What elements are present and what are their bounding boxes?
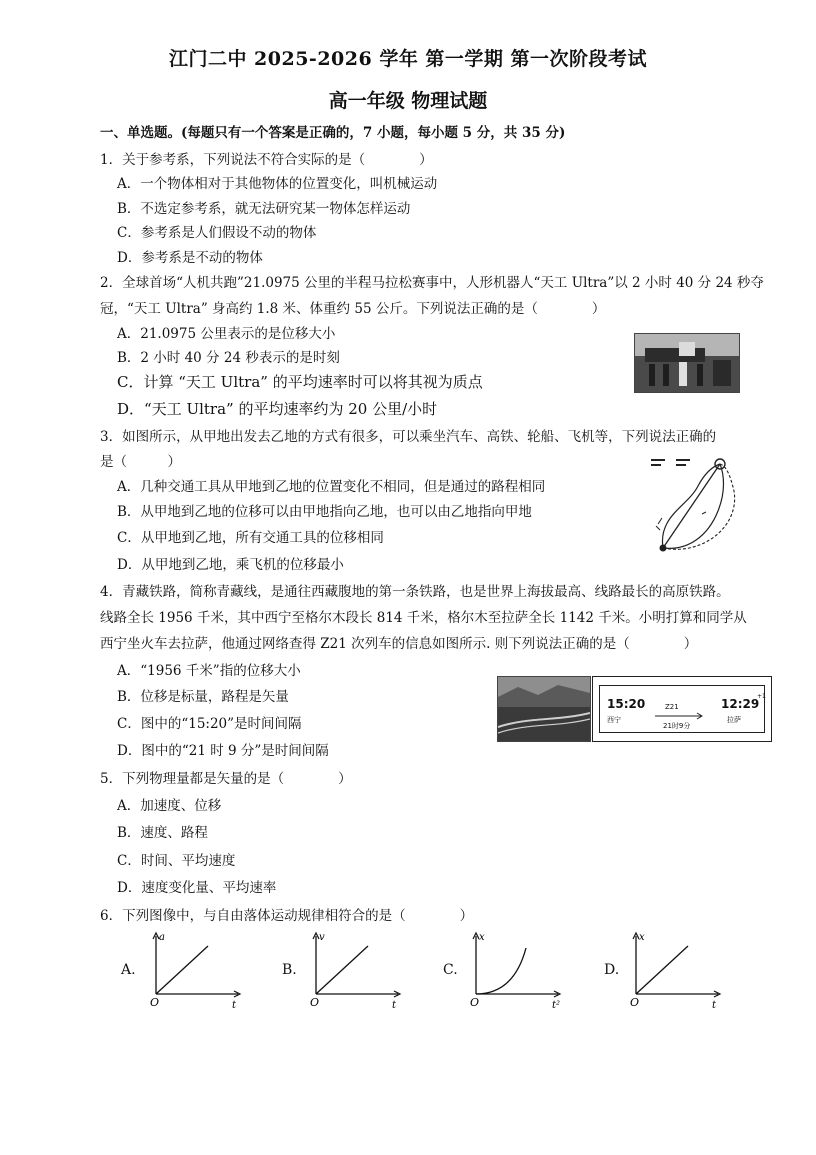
question-5-stem: 5．下列物理量都是矢量的是（ ） [100, 771, 352, 787]
graph-d-origin: O [630, 996, 640, 1009]
question-2-option-a: A．21.0975 公里表示的是位移大小 [117, 326, 336, 342]
question-4-option-d: D．图中的“21 时 9 分”是时间间隔 [117, 743, 329, 759]
graph-c-y-label: x [479, 932, 485, 943]
graph-a-origin: O [150, 996, 160, 1009]
question-3-option-c: C．从甲地到乙地，所有交通工具的位移相同 [117, 530, 384, 546]
graph-c-x-label: t² [552, 1000, 561, 1010]
question-2-option-b: B．2 小时 40 分 24 秒表示的是时刻 [117, 350, 340, 366]
arrival-time: 12:29 [721, 697, 760, 711]
question-2-stem-line1: 2．全球首场“人机共跑”21.0975 公里的半程马拉松赛事中，人形机器人“天工 Ultra”以 2 小时 40 分 24 秒夺 [100, 275, 764, 291]
graph-d-y-label: x [639, 932, 645, 943]
graph-b-label: B. [282, 962, 297, 978]
question-5-option-b: B．速度、路程 [117, 825, 208, 841]
question-1-option-c: C．参考系是人们假设不动的物体 [117, 225, 317, 241]
question-3-option-d: D．从甲地到乙地，乘飞机的位移最小 [117, 557, 344, 573]
question-4-stem-line2: 线路全长 1956 千米，其中西宁至格尔木段长 814 千米，格尔木至拉萨全长 1142 千米。小明打算和同学从 [100, 610, 747, 626]
train-number: Z21 [665, 703, 679, 711]
train-ticket-info [592, 676, 772, 742]
graph-a-label: A. [121, 962, 136, 978]
route-arrow-icon [653, 712, 705, 720]
graph-b-origin: O [310, 996, 320, 1009]
graph-a-x-label: t [232, 1000, 237, 1010]
question-2-option-c: C．计算 “天工 Ultra” 的平均速率时可以将其视为质点 [117, 373, 483, 391]
question-4-option-c: C．图中的“15:20”是时间间隔 [117, 716, 302, 732]
graph-d-x-label: t [712, 1000, 717, 1010]
exam-subtitle: 高一年级 物理试题 [328, 90, 488, 112]
question-2-option-d: D．“天工 Ultra” 的平均速率约为 20 公里/小时 [117, 400, 438, 418]
question-4-option-a: A．“1956 千米”指的位移大小 [117, 663, 301, 679]
question-2-stem-line2: 冠，“天工 Ultra” 身高约 1.8 米、体重约 55 公斤。下列说法正确的是（ ） [100, 301, 606, 317]
section-heading: 一、单选题。(每题只有一个答案是正确的，7 小题，每小题 5 分，共 35 分) [100, 125, 566, 141]
question-1-option-a: A．一个物体相对于其他物体的位置变化，叫机械运动 [117, 176, 438, 192]
graph-c [468, 930, 568, 1010]
graph-b-x-label: t [392, 1000, 397, 1010]
route-map-figure [648, 456, 742, 556]
departure-time: 15:20 [607, 697, 646, 711]
arrival-station: 拉萨 [727, 716, 741, 724]
graph-b-y-label: v [319, 932, 325, 943]
question-3-stem-line1: 3．如图所示，从甲地出发去乙地的方式有很多，可以乘坐汽车、高铁、轮船、飞机等，下列说法正确的 [100, 429, 717, 445]
robot-marathon-photo [634, 333, 740, 393]
exam-title: 江门二中 2025-2026 学年 第一学期 第一次阶段考试 [168, 48, 648, 70]
question-4-stem-line1: 4．青藏铁路，简称青藏线，是通往西藏腹地的第一条铁路，也是世界上海拔最高、线路最长的高原铁路。 [100, 584, 730, 600]
question-3-option-a: A．几种交通工具从甲地到乙地的位置变化不相同，但是通过的路程相同 [117, 479, 546, 495]
question-5-option-d: D．速度变化量、平均速率 [117, 880, 277, 896]
next-day-mark: +1 [757, 693, 766, 700]
question-6-stem: 6．下列图像中，与自由落体运动规律相符合的是（ ） [100, 908, 474, 924]
qinghai-tibet-railway-photo [497, 676, 591, 742]
question-3-stem-line2: 是（ ） [100, 454, 181, 470]
graph-c-label: C. [443, 962, 458, 978]
question-4-option-b: B．位移是标量，路程是矢量 [117, 689, 289, 705]
graph-b [308, 930, 404, 1010]
graph-a-y-label: a [159, 932, 165, 943]
graph-d-label: D. [604, 962, 620, 978]
departure-station: 西宁 [607, 716, 621, 724]
question-1-stem: 1．关于参考系，下列说法不符合实际的是（ ） [100, 152, 433, 168]
question-3-option-b: B．从甲地到乙地的位移可以由甲地指向乙地，也可以由乙地指向甲地 [117, 504, 532, 520]
question-1-option-d: D．参考系是不动的物体 [117, 250, 263, 266]
travel-duration: 21时9分 [663, 722, 691, 730]
question-5-option-c: C．时间、平均速度 [117, 853, 236, 869]
question-4-stem-line3: 西宁坐火车去拉萨，他通过网络查得 Z21 次列车的信息如图所示. 则下列说法正确的是（ ） [100, 636, 698, 652]
graph-a [148, 930, 244, 1010]
graph-c-origin: O [470, 996, 480, 1009]
question-1-option-b: B．不选定参考系，就无法研究某一物体怎样运动 [117, 201, 411, 217]
graph-d [628, 930, 724, 1010]
question-5-option-a: A．加速度、位移 [117, 798, 222, 814]
